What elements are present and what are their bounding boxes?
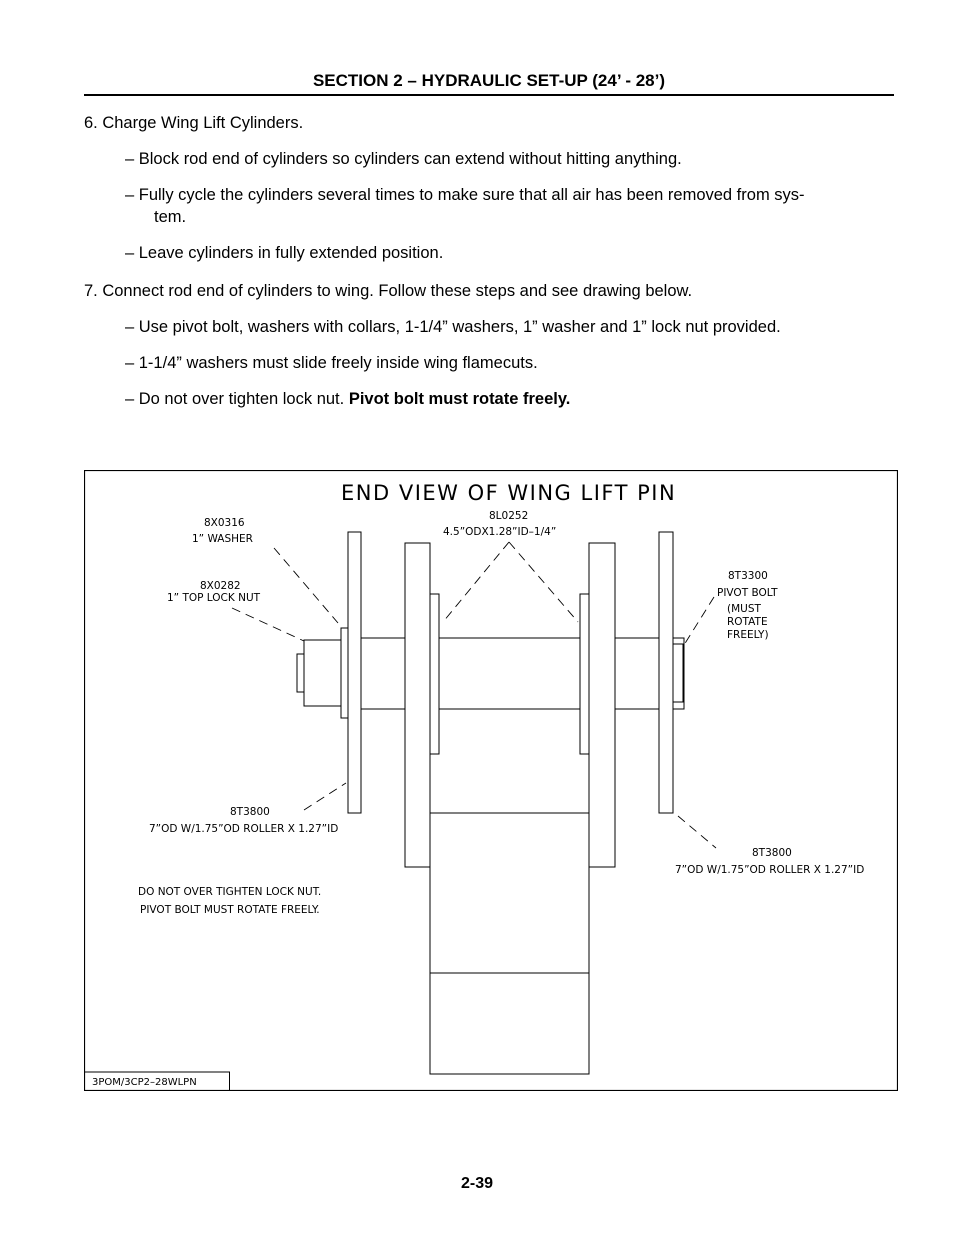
- leader-washer: [274, 548, 338, 623]
- leader-collar-left: [443, 542, 509, 622]
- step-7-bullet-3: [125, 389, 570, 409]
- wing-plate-right: [589, 543, 615, 867]
- label-collar-desc: 4.5”ODX1.28”ID–1/4”: [443, 526, 557, 538]
- label-pivot-part: 8T3300: [728, 570, 768, 582]
- label-warning-1: DO NOT OVER TIGHTEN LOCK NUT.: [138, 886, 322, 898]
- label-roller-right-part: 8T3800: [752, 847, 792, 859]
- diagram-frame: [85, 471, 898, 1091]
- pin-assembly: [297, 532, 684, 1074]
- step-6-bullet-1: – Block rod end of cylinders so cylinders can extend without hitting anything.: [125, 150, 682, 168]
- leader-roller-right: [678, 816, 716, 848]
- step-7-bullet-3-bold: Pivot bolt must rotate freely.: [348, 390, 571, 408]
- roller-left-plate: [348, 532, 361, 813]
- label-roller-right-desc: 7”OD W/1.75”OD ROLLER X 1.27”ID: [675, 864, 865, 876]
- section-title: SECTION 2 – HYDRAULIC SET-UP (24’ - 28’): [312, 71, 666, 90]
- leader-pivot: [684, 597, 714, 645]
- leader-roller-left: [304, 783, 346, 810]
- leader-locknut: [232, 608, 304, 641]
- washer: [341, 628, 348, 718]
- wing-lift-pin-diagram: [84, 470, 898, 1091]
- label-washer-part: 8X0316: [204, 517, 245, 529]
- lock-nut: [304, 640, 341, 706]
- label-washer-desc: 1” WASHER: [192, 533, 253, 545]
- pivot-bolt-shaft: [348, 638, 684, 709]
- step-7-bullet-2: – 1-1/4” washers must slide freely inside wing flamecuts.: [125, 354, 538, 372]
- label-warning-2: PIVOT BOLT MUST ROTATE FREELY.: [140, 904, 320, 916]
- label-collar-part: 8L0252: [489, 510, 529, 522]
- collar-right: [580, 594, 589, 754]
- pivot-bolt-head: [673, 644, 683, 702]
- step-6: 6. Charge Wing Lift Cylinders.: [84, 114, 304, 132]
- roller-right-plate: [659, 532, 673, 813]
- step-6-bullet-2-cont: tem.: [154, 208, 187, 226]
- collar-left: [430, 594, 439, 754]
- label-locknut-desc: 1” TOP LOCK NUT: [167, 592, 261, 604]
- leader-collar-right: [509, 542, 578, 622]
- section-header: [84, 68, 894, 96]
- label-pivot-desc: PIVOT BOLT: [717, 587, 778, 599]
- label-locknut-part: 8X0282: [200, 580, 241, 592]
- cylinder-rod-lower: [430, 973, 589, 1074]
- wing-plate-left: [405, 543, 430, 867]
- label-pivot-note-1: (MUST: [727, 603, 761, 615]
- step-6-bullet-3: – Leave cylinders in fully extended position.: [125, 244, 444, 262]
- cylinder-rod-upper: [430, 813, 589, 973]
- step-6-bullet-2: – Fully cycle the cylinders several times to make sure that all air has been removed from sys-: [125, 186, 805, 204]
- step-7: 7. Connect rod end of cylinders to wing. Follow these steps and see drawing below.: [84, 282, 693, 300]
- lock-nut-small: [297, 654, 304, 692]
- label-roller-left-part: 8T3800: [230, 806, 270, 818]
- step-7-bullet-3-plain: – Do not over tighten lock nut.: [125, 390, 349, 408]
- page-number: 2-39: [460, 1175, 494, 1192]
- drawing-id: 3POM/3CP2–28WLPN: [92, 1077, 197, 1088]
- label-pivot-note-3: FREELY): [727, 629, 769, 641]
- leader-lines: [232, 542, 716, 848]
- label-pivot-note-2: ROTATE: [727, 616, 768, 628]
- label-roller-left-desc: 7”OD W/1.75”OD ROLLER X 1.27”ID: [149, 823, 339, 835]
- diagram-title: END VIEW OF WING LIFT PIN: [341, 481, 677, 505]
- step-7-bullet-1: – Use pivot bolt, washers with collars, 1-1/4” washers, 1” washer and 1” lock nut provided.: [125, 318, 781, 336]
